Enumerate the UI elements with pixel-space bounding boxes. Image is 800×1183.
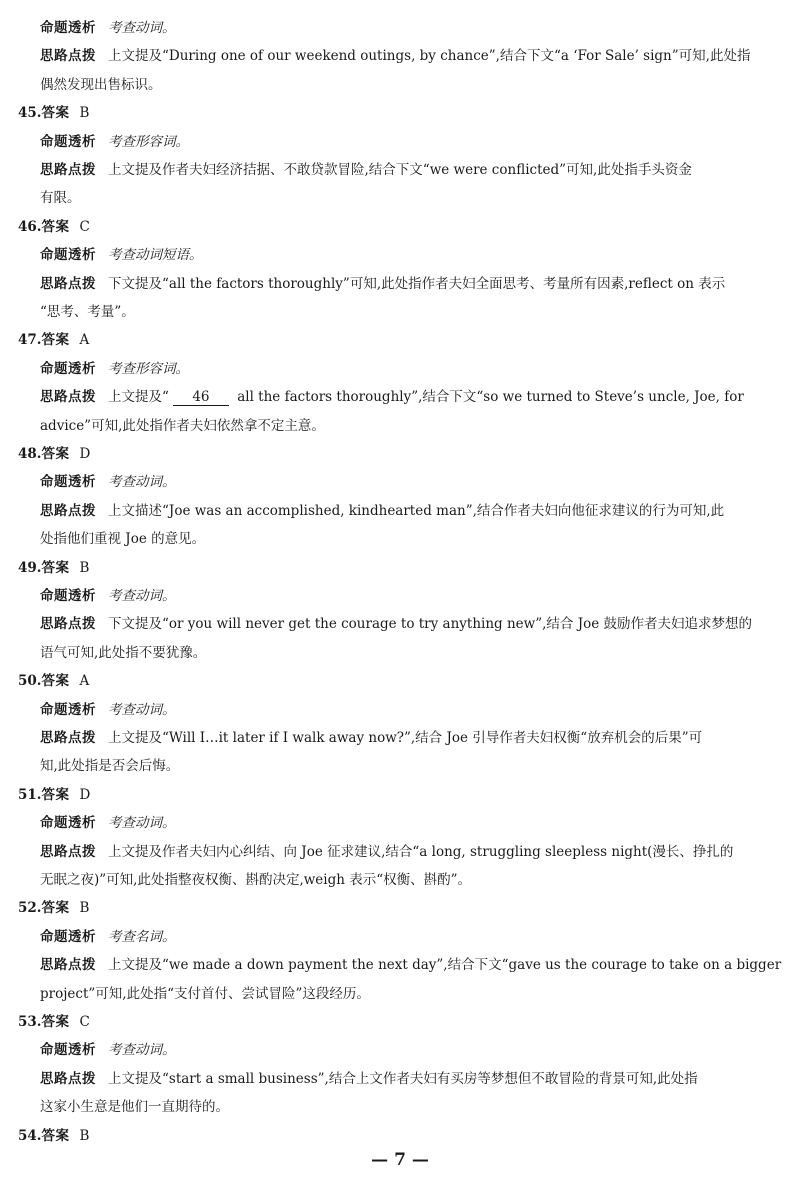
reasoning-label: 思路点拨 [40,389,96,406]
continuation-text: 这家小生意是他们一直期待的。 [40,1099,229,1116]
answer-label: 答案 [41,105,70,122]
reasoning-text-end: all the factors thoroughly”,结合下文“so we turned to Steve’s uncle, Joe, for [232,389,744,406]
reasoning-line [40,728,780,748]
reasoning-line [40,46,780,66]
reasoning-text: 上文描述“Joe was an accomplished, kindhearted man”,结合作者夫妇向他征求建议的行为可知,此 [108,502,725,519]
answer-label: 答案 [41,900,70,917]
question-number: 48. [18,446,42,462]
answer-label: 答案 [41,332,70,349]
answer-value: A [79,332,90,349]
reasoning-label: 思路点拨 [40,616,96,633]
topic-label: 命题透析 [40,247,96,264]
topic-text: 考查形容词。 [108,133,189,150]
reasoning-line [40,1069,780,1089]
topic-analysis-line [40,245,780,265]
answer-value: D [79,446,91,462]
topic-analysis-line [40,472,780,492]
topic-label: 命题透析 [40,360,96,377]
topic-label: 命题透析 [40,588,96,604]
continuation-line [40,984,780,1004]
answer-label: 答案 [41,559,70,576]
answer-label: 答案 [41,786,70,803]
continuation-text: 偶然发现出售标识。 [40,76,162,93]
topic-text: 考查动词。 [108,1042,176,1059]
reasoning-text: 上文提及作者夫妇内心纠结、向 Joe 征求建议,结合“a long, struggling sleepless night(漫长、挣扎的 [108,843,734,860]
reasoning-label: 思路点拨 [40,957,96,974]
reasoning-label: 思路点拨 [40,843,96,860]
question-number: 54. [18,1127,42,1144]
topic-label: 命题透析 [40,133,96,150]
topic-analysis-line [40,927,780,947]
topic-text: 考查动词。 [108,474,176,491]
continuation-text: project”可知,此处指“支付首付、尝试冒险”这段经历。 [40,985,370,1002]
answer-line [18,558,758,578]
reasoning-label: 思路点拨 [40,48,96,65]
answer-value: B [79,105,90,122]
topic-text: 考查动词。 [108,815,176,832]
answer-line [18,444,758,464]
reasoning-text: 上文提及作者夫妇经济拮据、不敢贷款冒险,结合下文“we were conflicted”可知,此处指手头资金 [108,162,692,178]
question-number: 53. [18,1014,42,1030]
answer-value: B [79,900,90,917]
topic-label: 命题透析 [40,1042,96,1059]
reasoning-text: 上文提及“start a small business”,结合上文作者夫妇有买房等梦想但不敢冒险的背景可知,此处指 [108,1070,698,1087]
question-number: 49. [18,559,42,576]
reasoning-line [40,387,780,407]
topic-label: 命题透析 [40,701,96,718]
continuation-text: 有限。 [40,190,81,207]
topic-label: 命题透析 [40,474,96,491]
answer-value: D [79,786,91,803]
reasoning-line [40,160,780,180]
continuation-text: 处指他们重视 Joe 的意见。 [40,531,206,548]
answer-value: B [79,559,90,576]
continuation-line [40,1097,780,1117]
question-number: 45. [18,105,42,122]
continuation-text: “思考、考量”。 [40,304,135,320]
reasoning-text-start: 上文提及“ [108,389,169,406]
answer-label: 答案 [41,218,70,235]
reasoning-label: 思路点拨 [40,502,96,519]
answer-line [18,217,758,237]
reasoning-text: 下文提及“or you will never get the courage to try anything new”,结合 Joe 鼓励作者夫妇追求梦想的 [108,616,753,633]
answer-line [18,898,758,918]
topic-text: 考查动词短语。 [108,247,203,264]
continuation-line [40,188,780,208]
reasoning-line [40,501,780,521]
topic-analysis-line [40,813,780,833]
topic-analysis-line [40,700,780,720]
topic-analysis-line [40,1040,780,1060]
topic-analysis-line [40,132,780,152]
answer-value: A [79,673,90,690]
continuation-line [40,416,780,436]
question-number: 51. [18,786,42,803]
continuation-line [40,756,780,776]
continuation-text: advice”可知,此处指作者夫妇依然拿不定主意。 [40,417,325,434]
answer-label: 答案 [41,1014,70,1030]
reasoning-label: 思路点拨 [40,1070,96,1087]
continuation-text: 知,此处指是否会后悔。 [40,758,180,775]
answer-line [18,785,758,805]
continuation-line [40,643,780,663]
topic-analysis-line [40,586,780,606]
continuation-text: 语气可知,此处指不要犹豫。 [40,644,207,661]
continuation-text: 无眠之夜)”可知,此处指整夜权衡、斟酌决定,weigh 表示“权衡、斟酌”。 [40,872,472,888]
answer-line [18,330,758,350]
topic-label: 命题透析 [40,20,96,36]
topic-text: 考查形容词。 [108,360,189,377]
continuation-line [40,529,780,549]
question-number: 52. [18,900,42,917]
reasoning-label: 思路点拨 [40,730,96,746]
answer-label: 答案 [41,446,70,462]
reasoning-line [40,274,780,294]
reasoning-text: 下文提及“all the factors thoroughly”可知,此处指作者夫妇全面思考、考量所有因素,reflect on 表示 [108,275,726,292]
reasoning-text: 上文提及“Will I…it later if I walk away now?”,结合 Joe 引导作者夫妇权衡“放弃机会的后果”可 [108,730,703,746]
answer-label: 答案 [41,1127,70,1144]
page-number: — 7 — [371,1150,429,1170]
reasoning-line [40,614,780,634]
topic-text: 考查动词。 [108,20,176,36]
question-number: 46. [18,218,42,235]
reasoning-label: 思路点拨 [40,162,96,178]
answer-line [18,1126,758,1146]
topic-text: 考查动词。 [108,588,176,604]
continuation-line [40,302,780,322]
answer-line [18,671,758,691]
answer-value: C [79,1014,90,1030]
reasoning-line [40,842,780,862]
topic-analysis-line [40,359,780,379]
question-number: 50. [18,673,42,690]
answer-line [18,1012,758,1032]
blank-number: 46 [173,389,229,406]
answer-value: B [79,1127,90,1144]
topic-analysis-line [40,18,780,38]
topic-text: 考查动词。 [108,701,176,718]
topic-text: 考查名词。 [108,928,176,945]
continuation-line [40,870,780,890]
reasoning-line [40,955,780,975]
answer-value: C [79,218,90,235]
answer-line [18,103,758,123]
reasoning-text: 上文提及“During one of our weekend outings, by chance”,结合下文“a ‘For Sale’ sign”可知,此处指 [108,48,751,65]
question-number: 47. [18,332,42,349]
reasoning-text: 上文提及“we made a down payment the next day”,结合下文“gave us the courage to take on a bigger [108,957,782,974]
topic-label: 命题透析 [40,815,96,832]
topic-label: 命题透析 [40,928,96,945]
reasoning-label: 思路点拨 [40,275,96,292]
answer-label: 答案 [41,673,70,690]
continuation-line [40,75,780,95]
